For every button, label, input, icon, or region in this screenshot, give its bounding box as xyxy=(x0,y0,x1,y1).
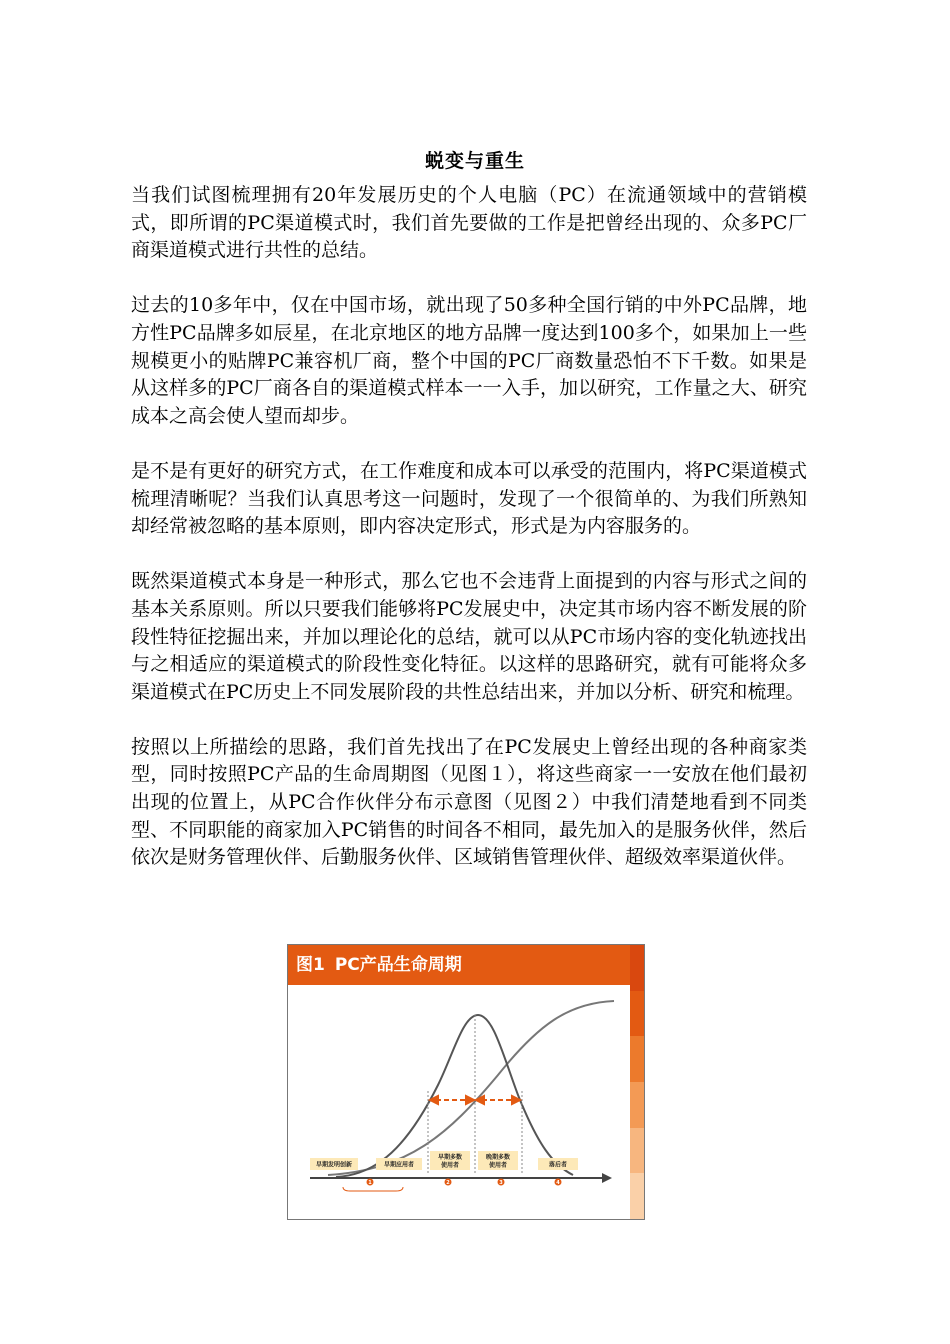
side-stripe-5 xyxy=(630,1128,644,1174)
svg-text:使用者: 使用者 xyxy=(440,1162,460,1169)
svg-text:早期多数: 早期多数 xyxy=(437,1154,463,1161)
paragraph-3: 是不是有更好的研究方式，在工作难度和成本可以承受的范围内，将PC渠道模式梳理清晰呢？当我们认真思考这一问题时，发现了一个很简单的、为我们所熟知却经常被忽略的基本原则，即内容决定形式，形式是为内容服务的。 xyxy=(131,459,807,538)
paragraph-4: 既然渠道模式本身是一种形式，那么它也不会违背上面提到的内容与形式之间的基本关系原则。所以只要我们能够将PC发展史中，决定其市场内容不断发展的阶段性特征挖掘出来，并加以理论化的总结，就可以从PC市场内容的变化轨迹找出与之相适应的渠道模式的阶段性变化特征。以这样的思路研究，就有可能将众多渠道模式在PC历史上不同发展阶段的共性总结出来，并加以分析、研究和梳理。 xyxy=(131,570,807,703)
figure-number: 图1 xyxy=(296,955,325,975)
svg-text:3: 3 xyxy=(499,1179,503,1186)
svg-text:1: 1 xyxy=(368,1179,372,1186)
life-cycle-diagram xyxy=(288,985,632,1219)
side-stripe-2 xyxy=(630,991,644,1037)
side-stripe-3 xyxy=(630,1036,644,1082)
stage-number-4 xyxy=(555,1179,562,1186)
svg-text:4: 4 xyxy=(556,1179,560,1186)
side-stripe-6 xyxy=(630,1173,644,1219)
side-stripe-4 xyxy=(630,1082,644,1128)
paragraph-2: 过去的10多年中，仅在中国市场，就出现了50多种全国行销的中外PC品牌，地方性PC品牌多如辰星，在北京地区的地方品牌一度达到100多个，如果加上一些规模更小的贴牌PC兼容机厂商，整个中国的PC厂商数量恐怕不下千数。如果是从这样多的PC厂商各自的渠道模式样本一一入手，加以研究，工作量之大、研究成本之高会使人望而却步。 xyxy=(131,294,807,427)
svg-text:晚期多数: 晚期多数 xyxy=(485,1154,511,1161)
stage-laggards xyxy=(538,1158,578,1170)
side-stripe-1 xyxy=(630,945,644,991)
stage-number-1 xyxy=(367,1179,374,1186)
svg-text:早期发明创新: 早期发明创新 xyxy=(315,1161,353,1169)
svg-text:2: 2 xyxy=(446,1179,450,1186)
stage-early-innovators xyxy=(310,1158,358,1170)
document-body xyxy=(131,182,807,872)
x-axis-arrowhead xyxy=(602,1173,612,1183)
stage-early-adopters xyxy=(376,1158,422,1170)
svg-text:落后者: 落后者 xyxy=(548,1161,568,1169)
early-stage-bracket xyxy=(343,1187,403,1191)
paragraph-1: 当我们试图梳理拥有20年发展历史的个人电脑（PC）在流通领域中的营销模式，即所谓的PC渠道模式时，我们首先要做的工作是把曾经出现的、众多PC厂商渠道模式进行共性的总结。 xyxy=(131,184,807,262)
stage-number-2 xyxy=(445,1179,452,1186)
svg-text:使用者: 使用者 xyxy=(488,1162,508,1169)
stage-number-3 xyxy=(498,1179,505,1186)
paragraph-5: 按照以上所描绘的思路，我们首先找出了在PC发展史上曾经出现的各种商家类型，同时按照PC产品的生命周期图（见图１），将这些商家一一安放在他们最初出现的位置上，从PC合作伙伴分布示意图（见图２）中我们清楚地看到不同类型、不同职能的商家加入PC销售的时间各不相同，最先加入的是服务伙伴，然后依次是财务管理伙伴、后勤服务伙伴、区域销售管理伙伴、超级效率渠道伙伴。 xyxy=(131,735,807,869)
stage-early-majority xyxy=(430,1151,470,1170)
stage-late-majority xyxy=(478,1151,518,1170)
figure-pc-life-cycle xyxy=(287,944,645,1220)
figure-title: PC产品生命周期 xyxy=(334,955,462,975)
s-curve xyxy=(328,1001,614,1175)
figure-header xyxy=(288,945,632,985)
svg-text:早期应用者: 早期应用者 xyxy=(383,1161,415,1169)
document-title: 蜕变与重生 xyxy=(424,150,525,172)
